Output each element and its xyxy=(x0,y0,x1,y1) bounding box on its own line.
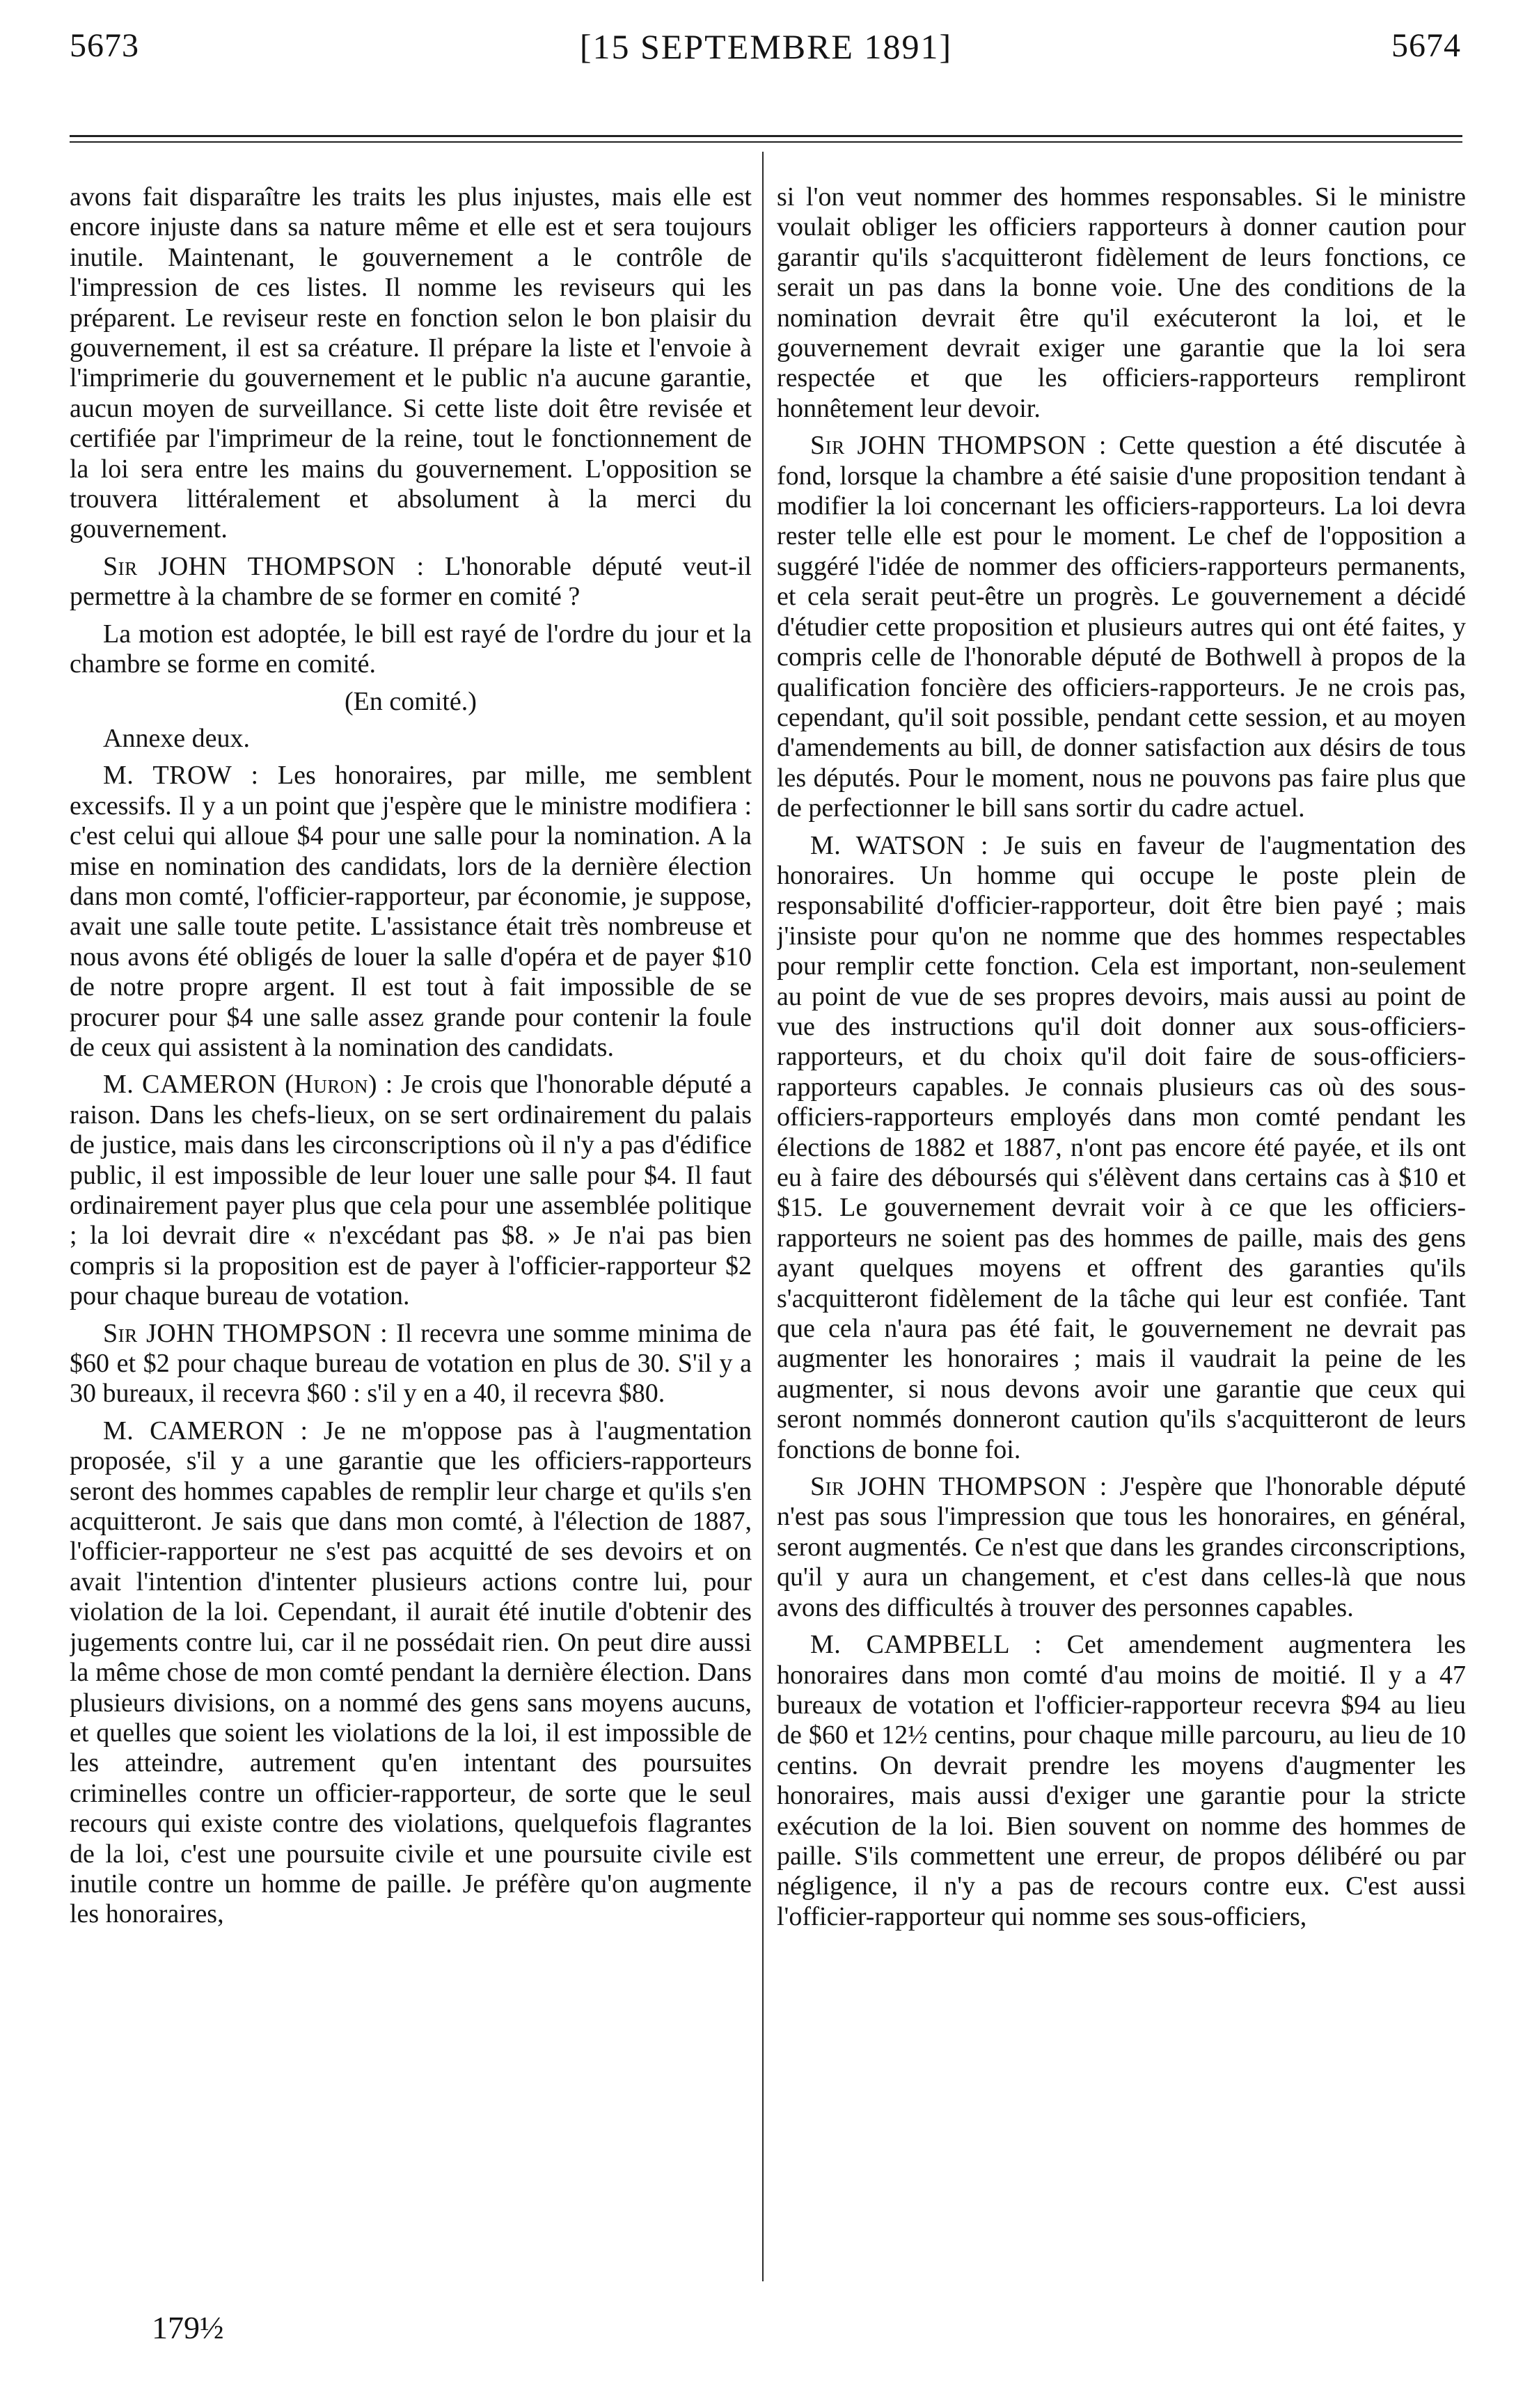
paragraph-text: Cette question a été discutée à fond, lorsque la chambre a été saisie d'une proposition tendant à modifier la loi concernant les officiers-rapporteurs. La loi devra rester telle elle est pour le moment. Le chef de l'opposition a suggéré l'idée de nommer des officiers-rapporteurs permanents, et cela serait peut-être un progrès. Le gouvernement a décidé d'étudier cette proposition et plusieurs autres qui ont été faites, y compris celle de l'honorable député de Bothwell à propos de la qualification foncière des officiers-rapporteurs. Je ne crois pas, cependant, qu'il soit possible, pendant cette session, et au moyen d'amendements au bill, de donner satisfaction aux désirs de tous les députés. Pour le moment, nous ne pouvons pas faire plus que de perfectionner le bill sans sortir du cadre actuel. xyxy=(777,431,1466,823)
folio-mark: 179½ xyxy=(152,2310,224,2345)
column-divider xyxy=(762,152,764,2281)
paragraph xyxy=(70,619,752,680)
speaker-name: M. TROW : xyxy=(103,761,259,791)
paragraph-text: Il recevra une somme minima de $60 et $2 pour chaque bureau de votation en plus de 30. S'il y a 30 bureaux, il recevra $60 : s'il y en a 40, il recevra $80. xyxy=(70,1318,752,1409)
page-date-header: [15 SEPTEMBRE 1891] xyxy=(579,27,953,66)
page-number-right: 5674 xyxy=(1391,27,1461,64)
paragraph-text: Je suis en faveur de l'augmentation des honoraires. Un homme qui occupe le poste plein de responsabilité d'officier-rapporteur, doit être bien payé ; mais j'insiste pour qu'on ne nomme que des hommes respectables pour remplir cette fonction. Cela est important, non-seulement au point de vue de ses propres devoirs, mais aussi au point de vue des instructions qu'il doit donner aux sous-officiers-rapporteurs, et du choix qu'il doit faire de sous-officiers-rapporteurs capables. Je connais plusieurs cas où des sous-officiers-rapporteurs employés dans mon comté pendant les élections de 1882 et 1887, n'ont pas encore été payée, et ils ont eu à faire des déboursés qui s'élèvent dans certains cas à $10 et $15. Le gouvernement devrait voir à ce que les officiers-rapporteurs ne soient pas des hommes de paille, mais des gens ayant quelques moyens et offrent des garanties qu'ils s'acquitteront fidèlement de la tâche qui leur est confiée. Tant que cela n'aura pas été fait, le gouvernement ne devrait pas augmenter les honoraires ; mais il vaudrait la peine de les augmenter, si nous devons avoir une garantie que ceux qui seront nommés donneront caution qu'ils s'acquitteront de leurs fonctions de bonne foi. xyxy=(777,830,1466,1464)
paragraph-text: Cet amendement augmentera les honoraires dans mon comté d'au moins de moitié. Il y a 47 bureaux de votation et l'officier-rapporteur recevra $94 au lieu de $60 et 12½ centins, pour chaque mille parcouru, au lieu de 10 centins. On devrait prendre les moyens d'augmenter les honoraires, mais aussi d'exiger une garantie pour la stricte exécution de la loi. Bien souvent on nomme des hommes de paille. S'ils commettent une erreur, de propos délibéré ou par négligence, il n'y a pas de recours contre eux. C'est aussi l'officier-rapporteur qui nomme ses sous-officiers, xyxy=(777,1630,1466,1931)
paragraph xyxy=(777,1630,1466,1932)
paragraph-text: Annexe deux. xyxy=(103,723,251,753)
speaker-name: M. WATSON : xyxy=(810,830,989,860)
paragraph xyxy=(777,182,1466,424)
paragraph-text: Je ne m'oppose pas à l'augmentation proposée, s'il y a une garantie que les officiers-rapporteurs seront des hommes capables de remplir leur charge et qu'ils s'en acquitteront. Je sais que dans mon comté, à l'élection de 1887, l'officier-rapporteur ne s'est pas acquitté de ses devoirs et on avait l'intention d'intenter plusieurs actions contre lui, pour violation de la loi. Cependant, il aurait été inutile d'obtenir des jugements contre lui, car il ne possédait rien. On peut dire aussi la même chose de mon comté pendant la dernière élection. Dans plusieurs divisions, on a nommé des gens sans moyens aucuns, et quelles que soient les violations de la loi, il est impossible de les atteindre, autrement qu'en intentant des poursuites criminelles contre un officier-rapporteur, de sorte que le seul recours qui existe contre des violations, quelquefois flagrantes de la loi, c'est une poursuite civile et une poursuite civile est inutile contre un homme de paille. Je préfère qu'on augmente les honoraires, xyxy=(70,1416,752,1929)
speaker-name: M. CAMERON : xyxy=(103,1416,308,1445)
paragraph-text: L'honorable député veut-il permettre à la chambre de se former en comité ? xyxy=(70,551,752,612)
paragraph-text: Les honoraires, par mille, me semblent excessifs. Il y a un point que j'espère que le ministre modifiera : c'est celui qui alloue $4 pour une salle pour la nomination. A la mise en nomination des candidats, lors de la dernière élection dans mon comté, l'officier-rapporteur, par économie, je suppose, avait une salle toute petite. L'assistance était très nombreuse et nous avons été obligés de louer la salle d'opéra et de payer $10 de notre propre argent. Il est tout à fait impossible de se procurer pour $4 une salle assez grande pour contenir la foule de ceux qui assistent à la nomination des candidats. xyxy=(70,761,752,1062)
paragraph xyxy=(70,1319,752,1409)
speaker-name: M. CAMERON (Huron) : xyxy=(103,1070,393,1100)
paragraph xyxy=(70,724,752,754)
paragraph-text: avons fait disparaître les traits les plus injustes, mais elle est encore injuste dans sa nature même et elle est et sera toujours inutile. Maintenant, le gouvernement a le contrôle de l'impression de ces listes. Il nomme les reviseurs qui les préparent. Le reviseur reste en fonction selon le bon plaisir du gouvernement, il est sa créature. Il prépare la liste et l'envoie à l'imprimerie du gouvernement et le public n'a aucune garantie, aucun moyen de surveillance. Si cette liste doit être revisée et certifiée par l'imprimeur de la reine, tout le fonctionnement de la loi sera entre les mains du gouvernement. L'opposition se trouvera littéralement et absolument à la merci du gouvernement. xyxy=(70,182,752,544)
paragraph-text: si l'on veut nommer des hommes responsables. Si le ministre voulait obliger les officiers rapporteurs à donner caution pour garantir qu'ils s'acquitteront fidèlement de leurs fonctions, ce serait un pas dans la bonne voie. Une des conditions de la nomination devrait être qu'il exécuteront la loi, et le gouvernement devrait exiger une garantie que la loi sera respectée et que les officiers-rapporteurs rempliront honnêtement leur devoir. xyxy=(777,182,1466,423)
speaker-name: M. CAMPBELL : xyxy=(810,1630,1042,1660)
left-column xyxy=(70,182,752,2312)
right-column xyxy=(777,182,1466,2312)
paragraph-text: (En comité.) xyxy=(345,686,477,716)
paragraph xyxy=(70,687,752,717)
speaker-name: Sir JOHN THOMPSON : xyxy=(103,551,425,581)
paragraph xyxy=(70,761,752,1063)
speaker-name: Sir JOHN THOMPSON : xyxy=(103,1318,388,1348)
paragraph xyxy=(70,1070,752,1311)
header-rule-top xyxy=(70,135,1462,137)
paragraph-text: J'espère que l'honorable député n'est pas sous l'impression que tous les honoraires, en général, seront augmentés. Ce n'est que dans les grandes circonscriptions, qu'il y aura un changement, et c'est dans celles-là que nous avons des difficultés à trouver des personnes capables. xyxy=(777,1472,1466,1622)
speaker-name: Sir JOHN THOMPSON : xyxy=(810,431,1107,461)
page-number-left: 5673 xyxy=(70,27,139,64)
paragraph-text: La motion est adoptée, le bill est rayé de l'ordre du jour et la chambre se forme en comité. xyxy=(70,619,752,679)
speaker-name: Sir JOHN THOMPSON : xyxy=(810,1472,1107,1502)
paragraph xyxy=(777,831,1466,1466)
paragraph xyxy=(70,1416,752,1930)
paragraph xyxy=(777,431,1466,823)
header-rule-bottom xyxy=(70,141,1462,143)
paragraph xyxy=(777,1472,1466,1623)
paragraph-text: Je crois que l'honorable député a raison. Dans les chefs-lieux, on se sert ordinairement du palais de justice, mais dans les circonscriptions où il n'y a pas d'édifice public, il est impossible de leur louer une salle pour $4. Il faut ordinairement payer plus que cela pour une assemblée politique ; la loi devrait dire « n'excédant pas $8. » Je n'ai pas bien compris si la proposition est de payer à l'officier-rapporteur $2 pour chaque bureau de votation. xyxy=(70,1070,752,1311)
paragraph xyxy=(70,552,752,612)
paragraph xyxy=(70,182,752,545)
